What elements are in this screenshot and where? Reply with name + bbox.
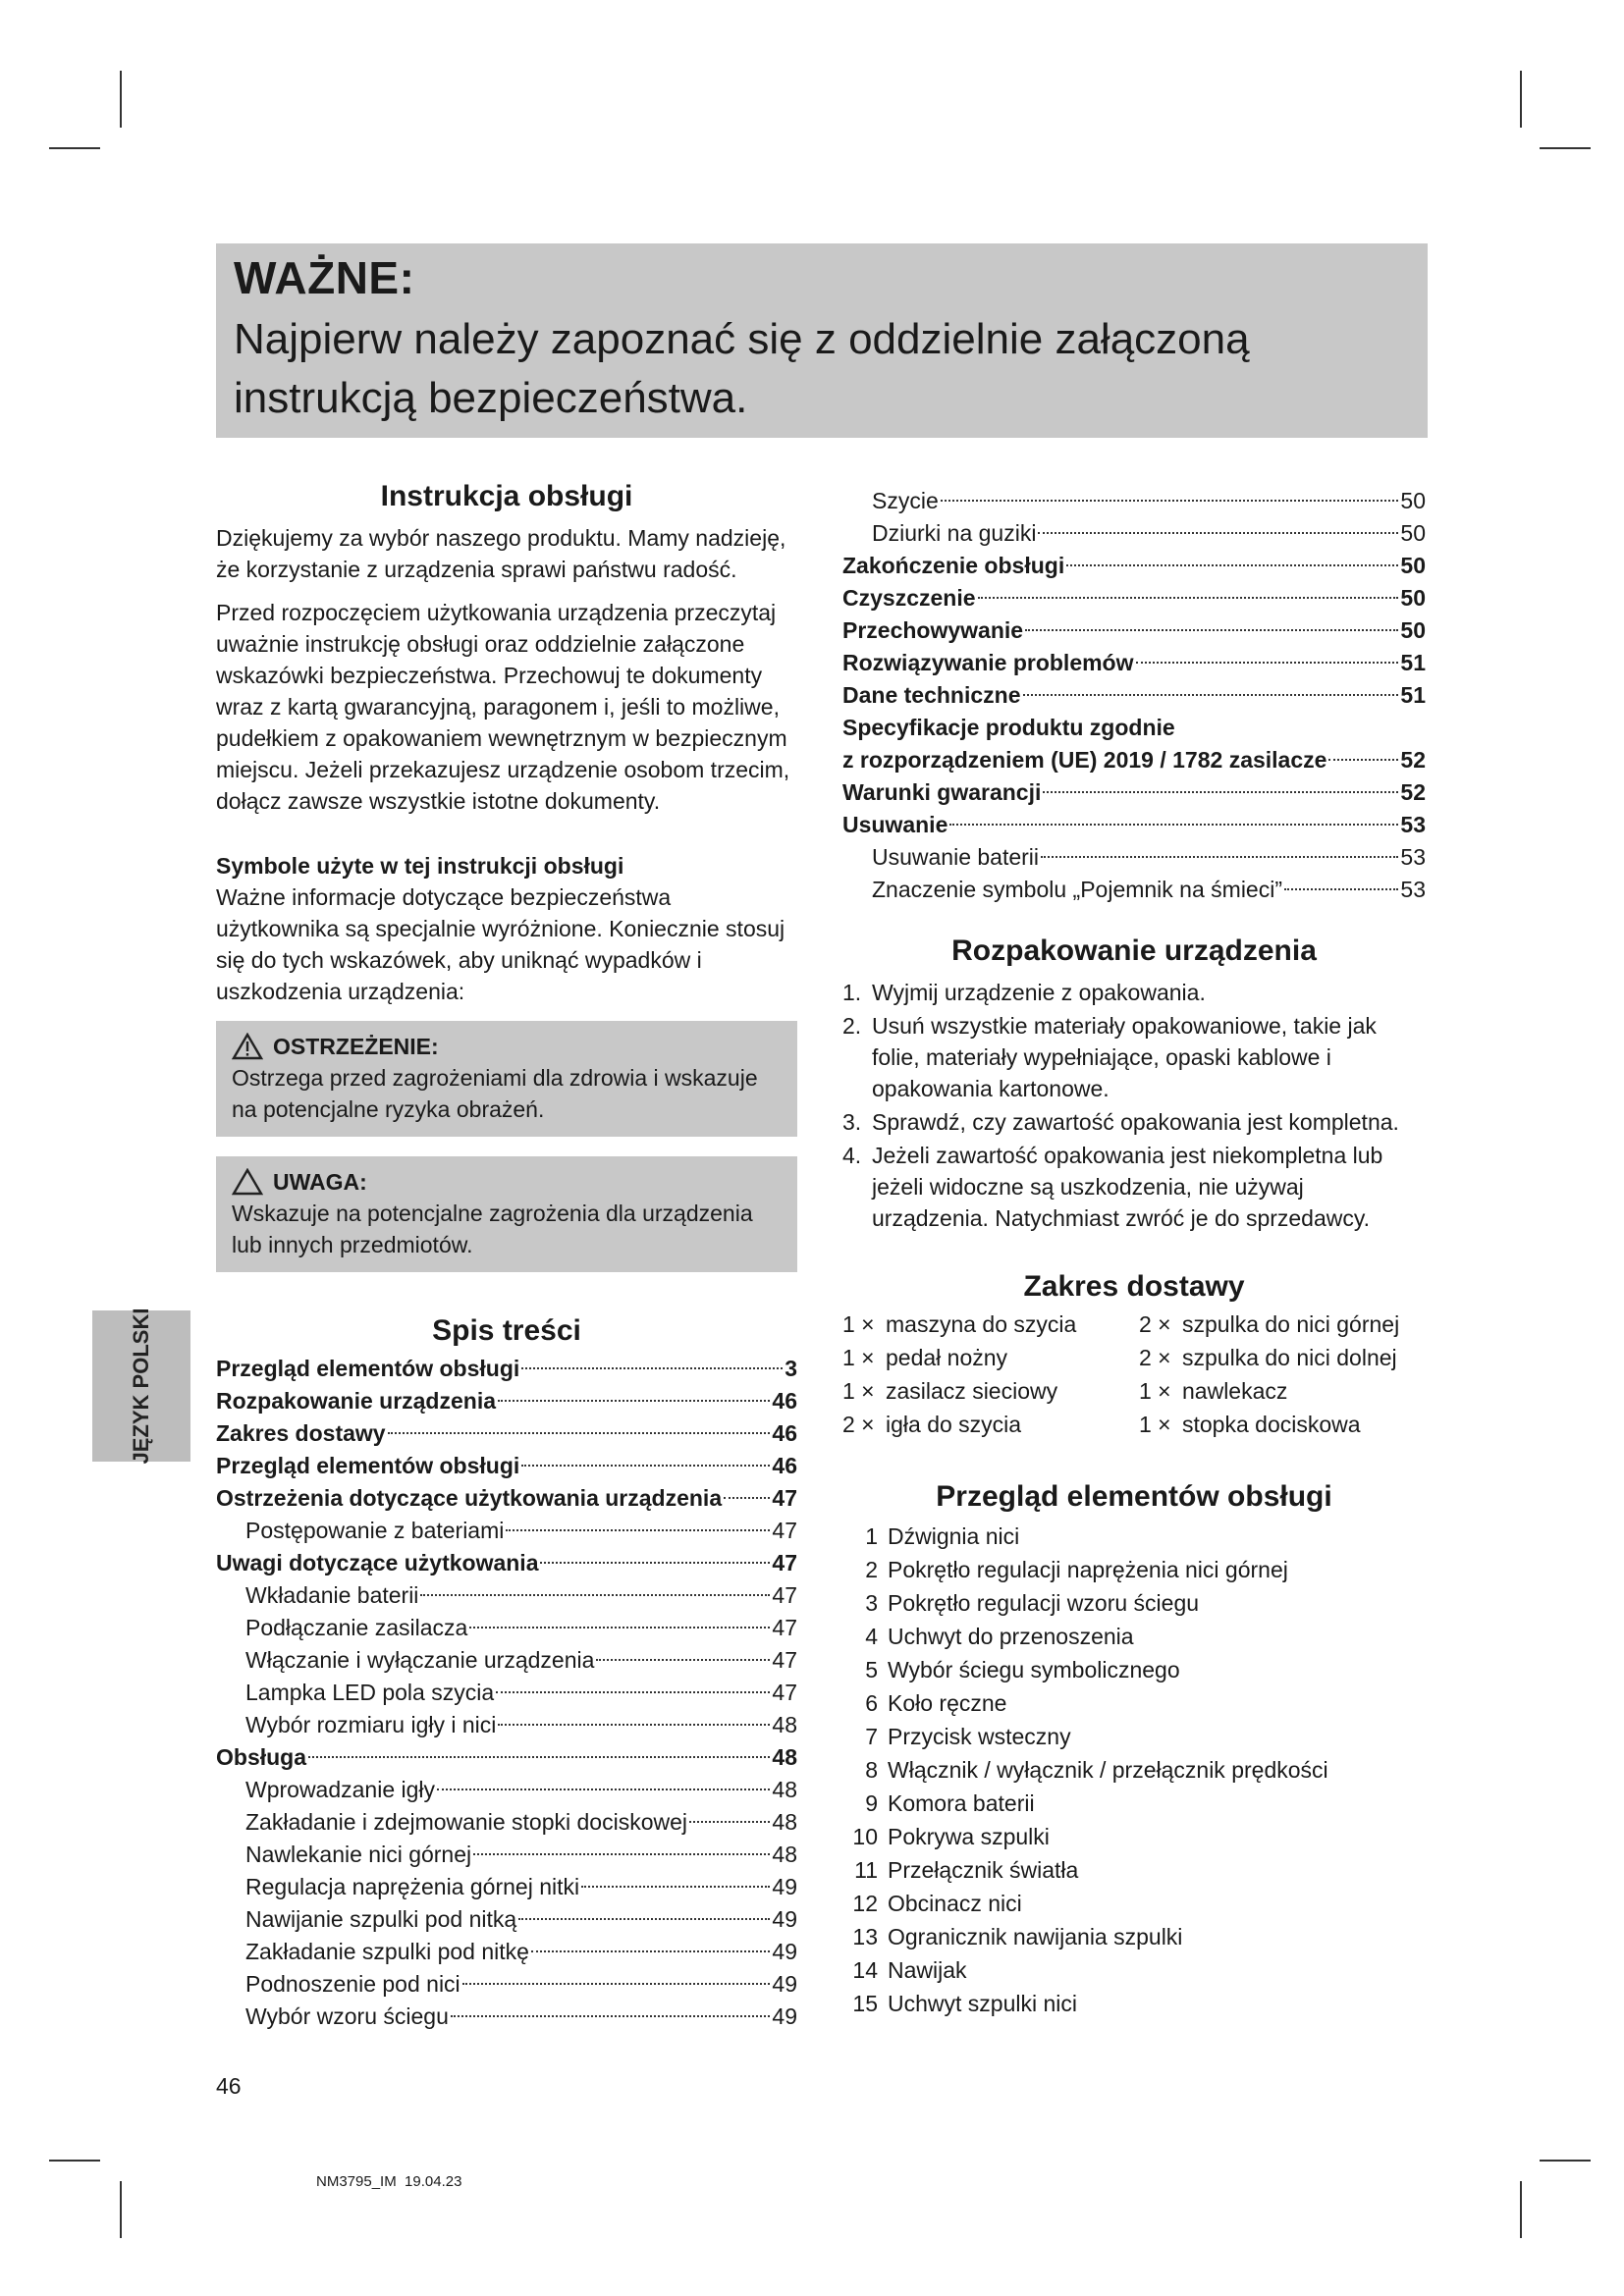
control-label: Obcinacz nici [888,1891,1022,1916]
toc-leader-dots [518,1918,770,1920]
toc-entry-page: 49 [772,2003,797,2029]
control-number: 9 [865,1790,878,1816]
toc-entry-page: 47 [772,1615,797,1640]
toc-entry-page: 51 [1400,682,1426,708]
delivery-item [1139,1375,1426,1409]
delivery-name: szpulka do nici dolnej [1182,1345,1397,1370]
control-number: 13 [852,1924,878,1949]
delivery-qty: 1 × [842,1311,875,1337]
step-number: 3. [842,1109,862,1135]
unpacking-step [842,1140,1426,1234]
toc-entry-page: 48 [772,1744,797,1770]
toc-entry-page: 47 [772,1518,797,1543]
toc-leader-dots [949,824,1398,826]
delivery-item [842,1375,1139,1409]
delivery-name: igła do szycia [886,1412,1022,1437]
toc-entry-page: 47 [772,1582,797,1608]
toc-entry [216,1677,797,1709]
language-tab-label: JĘZYK POLSKI [129,1308,153,1465]
toc-entry-page: 48 [772,1809,797,1835]
crop-mark [1520,71,1522,128]
unpacking-step [842,977,1426,1008]
toc-entry [842,679,1426,712]
control-item [842,1921,1426,1954]
toc-entry-page: 48 [772,1712,797,1737]
toc-leader-dots [1041,856,1398,858]
toc-entry-label: Podłączanie zasilacza [245,1615,468,1640]
toc-title: Spis treści [432,1314,581,1347]
crop-mark [49,2160,100,2162]
toc-entry-label: Włączanie i wyłączanie urządzenia [245,1647,595,1673]
control-label: Nawijak [888,1957,967,1983]
toc-entry [216,1774,797,1806]
toc-entry-page: 46 [772,1453,797,1478]
toc-entry-page: 46 [772,1388,797,1414]
delivery-right [1139,1308,1426,1442]
toc-entry [216,1968,797,2001]
control-item [842,1754,1426,1788]
delivery-item [1139,1342,1426,1375]
toc-entry [842,550,1426,582]
controls-list [842,1521,1426,2021]
toc-entry-label: Uwagi dotyczące użytkowania [216,1550,539,1575]
toc-entry [216,1839,797,1871]
toc-leader-dots [1066,564,1398,566]
toc-entry-label: Znaczenie symbolu „Pojemnik na śmieci” [872,877,1282,902]
toc-leader-dots [596,1659,770,1661]
toc-leader-dots [978,597,1399,599]
crop-mark [1540,2160,1591,2162]
control-label: Komora baterii [888,1790,1035,1816]
step-number: 2. [842,1013,862,1039]
control-number: 14 [852,1957,878,1983]
toc-entry [216,1741,797,1774]
control-label: Uchwyt szpulki nici [888,1991,1077,2016]
control-label: Pokrętło regulacji wzoru ściegu [888,1590,1200,1616]
delivery-qty: 1 × [1139,1412,1171,1437]
delivery-name: maszyna do szycia [886,1311,1077,1337]
unpacking-step [842,1010,1426,1104]
toc-entry-label: Szycie [872,488,939,513]
toc-leader-dots [1023,694,1399,696]
toc-leader-dots [941,500,1399,502]
delivery-name: zasilacz sieciowy [886,1378,1058,1404]
delivery-name: stopka dociskowa [1182,1412,1361,1437]
warning-text: Ostrzega przed zagrożeniami dla zdrowia i wskazuje na potencjalne ryzyka obrażeń. [232,1065,758,1122]
crop-mark [1520,2181,1522,2238]
toc-entry-page: 49 [772,1906,797,1932]
control-number: 12 [852,1891,878,1916]
toc-leader-dots [498,1400,770,1402]
control-item [842,1954,1426,1988]
delivery-name: szpulka do nici górnej [1182,1311,1400,1337]
control-item [842,1521,1426,1554]
toc-leader-dots [1025,629,1398,631]
intro-title: Instrukcja obsługi [380,480,633,512]
toc-entry-page: 47 [772,1485,797,1511]
control-number: 7 [865,1724,878,1749]
toc-entry-label: Rozwiązywanie problemów [842,650,1134,675]
control-number: 11 [854,1857,878,1883]
step-text: Jeżeli zawartość opakowania jest niekompletna lub jeżeli widoczne są uszkodzenia, nie używaj urządzenia. Natychmiast zwróć je do sprzedawcy. [872,1143,1383,1231]
toc-entry [216,1612,797,1644]
delivery-qty: 1 × [1139,1378,1171,1404]
left-column [216,481,797,2033]
caution-text: Wskazuje na potencjalne zagrożenia dla urządzenia lub innych przedmiotów. [232,1201,753,1257]
toc-entry [216,1385,797,1417]
control-label: Pokrywa szpulki [888,1824,1050,1849]
toc-entry-label: Czyszczenie [842,585,976,611]
delivery-item [842,1409,1139,1442]
toc-entry-label: Warunki gwarancji [842,779,1042,805]
toc-entry-label: Nawijanie szpulki pod nitką [245,1906,517,1932]
control-label: Koło ręczne [888,1690,1007,1716]
control-number: 4 [865,1624,878,1649]
toc-leader-dots [388,1432,771,1434]
toc-entry-label: Przechowywanie [842,617,1024,643]
control-item [842,1554,1426,1587]
delivery-item [842,1342,1139,1375]
toc-entry-label: Postępowanie z bateriami [245,1518,505,1543]
toc-leader-dots [1328,759,1398,761]
caution-triangle-icon [232,1168,263,1196]
delivery-title: Zakres dostawy [1023,1270,1245,1303]
toc-entry-page: 49 [772,1939,797,1964]
crop-mark [120,2181,122,2238]
control-item [842,1721,1426,1754]
toc-right-list [842,485,1426,712]
delivery-left [842,1308,1139,1442]
toc-entry-label: Wybór rozmiaru igły i nici [245,1712,497,1737]
toc-entry [216,1417,797,1450]
toc-entry-page: 49 [772,1874,797,1899]
toc-entry [842,841,1426,874]
toc-leader-dots [437,1789,770,1790]
toc-entry [216,1871,797,1903]
toc-leader-dots [473,1853,770,1855]
toc-entry-page: 48 [772,1777,797,1802]
control-number: 6 [865,1690,878,1716]
control-number: 15 [852,1991,878,2016]
control-number: 1 [865,1523,878,1549]
toc-entry-label: Regulacja naprężenia górnej nitki [245,1874,580,1899]
delivery-qty: 2 × [1139,1345,1171,1370]
step-text: Wyjmij urządzenie z opakowania. [872,980,1206,1005]
toc-entry-page: 53 [1400,844,1426,870]
toc-entry-label: Zakończenie obsługi [842,553,1065,578]
control-label: Wybór ściegu symbolicznego [888,1657,1180,1682]
toc-entry-page: 3 [785,1356,797,1381]
toc-entry [842,647,1426,679]
control-item [842,1888,1426,1921]
toc-entry-label: Przegląd elementów obsługi [216,1453,520,1478]
toc-entry-label: Zakładanie i zdejmowanie stopki dociskowej [245,1809,688,1835]
toc-entry-label: Dane techniczne [842,682,1021,708]
toc-entry-page: 53 [1400,812,1426,837]
crop-mark [120,71,122,128]
toc-entry [216,1515,797,1547]
crop-mark [49,147,100,149]
unpacking-title: Rozpakowanie urządzenia [951,934,1317,967]
warning-title: OSTRZEŻENIE: [273,1034,439,1059]
toc-entry [216,1644,797,1677]
toc-leader-dots [308,1756,770,1758]
control-label: Uchwyt do przenoszenia [888,1624,1134,1649]
control-item [842,1988,1426,2021]
intro-paragraph-2: Przed rozpoczęciem użytkowania urządzenia przeczytaj uważnie instrukcję obsługi oraz oddzielnie załączone wskazówki bezpieczeństwa. Przechowuj te dokumenty wraz z kartą gwarancyjną, paragonem i, jeśli to możliwe, pudełkiem z opakowaniem wewnętrznym w bezpiecznym miejscu. Jeżeli przekazujesz urządzenie osobom trzecim, dołącz zawsze wszystkie istotne dokumenty. [216,600,790,814]
control-item [842,1821,1426,1854]
toc-entry-page: 47 [772,1680,797,1705]
toc-leader-dots [1284,888,1398,890]
toc-entry-label: Wybór wzoru ściegu [245,2003,449,2029]
toc-leader-dots [496,1691,770,1693]
toc-entry-label: Zakładanie szpulki pod nitkę [245,1939,529,1964]
warning-box [216,1021,797,1137]
toc-entry-label: Dziurki na guziki [872,520,1037,546]
toc-entry [842,744,1426,776]
toc-entry-label: Lampka LED pola szycia [245,1680,495,1705]
toc-left-list [216,1353,797,2033]
toc-entry [216,1709,797,1741]
delivery-qty: 2 × [1139,1311,1171,1337]
control-label: Pokrętło regulacji naprężenia nici górnej [888,1557,1288,1582]
toc-entry-page: 50 [1400,553,1426,578]
toc-entry-page: 47 [772,1550,797,1575]
toc-entry [216,1353,797,1385]
toc-leader-dots [469,1627,770,1629]
caution-box [216,1156,797,1272]
toc-right-list-2 [842,744,1426,906]
control-item [842,1788,1426,1821]
banner-text: Najpierw należy zapoznać się z oddzielnie załączoną instrukcją bezpieczeństwa. [234,315,1250,422]
language-tab [92,1308,190,1465]
step-number: 1. [842,980,862,1005]
toc-entry [842,874,1426,906]
unpacking-step [842,1106,1426,1138]
toc-entry [216,1579,797,1612]
unpacking-steps [842,977,1426,1234]
toc-leader-dots [1136,662,1399,664]
control-item [842,1854,1426,1888]
toc-leader-dots [1038,532,1398,534]
toc-entry [216,2001,797,2033]
control-item [842,1687,1426,1721]
toc-entry-label: Zakres dostawy [216,1420,386,1446]
toc-entry [842,485,1426,517]
toc-spec-line: Specyfikacje produktu zgodnie [842,715,1175,740]
banner-heading: WAŻNE: [234,252,415,303]
delivery-item [1139,1308,1426,1342]
control-label: Przycisk wsteczny [888,1724,1071,1749]
toc-entry-label: Podnoszenie pod nici [245,1971,460,1997]
toc-entry [216,1903,797,1936]
toc-entry-page: 52 [1400,779,1426,805]
symbols-title: Symbole użyte w tej instrukcji obsługi [216,853,624,879]
toc-leader-dots [521,1465,770,1467]
toc-entry [216,1547,797,1579]
toc-entry [216,1450,797,1482]
toc-entry [842,517,1426,550]
toc-entry [216,1482,797,1515]
control-label: Przełącznik światła [888,1857,1079,1883]
delivery-name: nawlekacz [1182,1378,1288,1404]
toc-entry-label: Obsługa [216,1744,307,1770]
toc-leader-dots [506,1529,770,1531]
toc-leader-dots [540,1562,770,1564]
toc-entry-label: Wkładanie baterii [245,1582,419,1608]
control-number: 8 [865,1757,878,1783]
toc-entry-page: 46 [772,1420,797,1446]
step-text: Usuń wszystkie materiały opakowaniowe, takie jak folie, materiały wypełniające, opaski kablowe i opakowania kartonowe. [872,1013,1377,1101]
toc-entry-page: 50 [1400,617,1426,643]
toc-entry-page: 49 [772,1971,797,1997]
control-item [842,1587,1426,1621]
toc-entry-page: 47 [772,1647,797,1673]
toc-entry-page: 50 [1400,585,1426,611]
toc-entry-page: 51 [1400,650,1426,675]
toc-entry-label: Usuwanie baterii [872,844,1040,870]
control-number: 3 [865,1590,878,1616]
control-label: Ogranicznik nawijania szpulki [888,1924,1183,1949]
toc-leader-dots [462,1983,771,1985]
toc-entry [842,614,1426,647]
toc-leader-dots [531,1950,770,1952]
toc-leader-dots [420,1594,770,1596]
toc-leader-dots [451,2015,771,2017]
warning-triangle-icon [232,1033,263,1060]
control-number: 2 [865,1557,878,1582]
crop-mark [1540,147,1591,149]
control-number: 10 [852,1824,878,1849]
toc-entry-page: 53 [1400,877,1426,902]
footer-code: NM3795_IM 19.04.23 [316,2173,462,2190]
delivery-qty: 1 × [842,1345,875,1370]
toc-entry-label: Nawlekanie nici górnej [245,1842,472,1867]
toc-entry-page: 52 [1400,747,1426,773]
toc-entry-page: 48 [772,1842,797,1867]
toc-entry [216,1806,797,1839]
step-text: Sprawdź, czy zawartość opakowania jest kompletna. [872,1109,1399,1135]
control-item [842,1654,1426,1687]
delivery-item [1139,1409,1426,1442]
toc-entry-label: Przegląd elementów obsługi [216,1356,520,1381]
delivery-qty: 1 × [842,1378,875,1404]
toc-entry-label: z rozporządzeniem (UE) 2019 / 1782 zasilacze [842,747,1327,773]
control-label: Dźwignia nici [888,1523,1020,1549]
delivery-qty: 2 × [842,1412,875,1437]
symbols-text: Ważne informacje dotyczące bezpieczeństwa użytkownika są specjalnie wyróżnione. Koniecznie stosuj się do tych wskazówek, aby uniknąć wypadków i uszkodzenia urządzenia: [216,884,785,1004]
toc-entry-label: Usuwanie [842,812,948,837]
toc-leader-dots [1043,791,1398,793]
delivery-item [842,1308,1139,1342]
toc-entry-page: 50 [1400,488,1426,513]
control-number: 5 [865,1657,878,1682]
toc-leader-dots [689,1821,770,1823]
toc-entry-label: Wprowadzanie igły [245,1777,436,1802]
toc-leader-dots [581,1886,770,1888]
intro-paragraph-1: Dziękujemy za wybór naszego produktu. Mamy nadzieję, że korzystanie z urządzenia sprawi państwu radość. [216,525,786,582]
toc-entry [216,1936,797,1968]
toc-entry-page: 50 [1400,520,1426,546]
page-number: 46 [216,2073,242,2099]
controls-title: Przegląd elementów obsługi [936,1480,1332,1513]
step-number: 4. [842,1143,862,1168]
toc-entry [842,809,1426,841]
toc-entry [842,776,1426,809]
right-column [842,485,1426,2021]
toc-entry-label: Ostrzeżenia dotyczące użytkowania urządzenia [216,1485,723,1511]
delivery-name: pedał nożny [886,1345,1008,1370]
caution-title: UWAGA: [273,1169,367,1195]
important-banner [216,243,1428,438]
delivery-table [842,1308,1426,1442]
toc-entry-label: Rozpakowanie urządzenia [216,1388,497,1414]
toc-leader-dots [521,1367,783,1369]
toc-leader-dots [498,1724,770,1726]
control-item [842,1621,1426,1654]
toc-leader-dots [724,1497,770,1499]
control-label: Włącznik / wyłącznik / przełącznik prędkości [888,1757,1328,1783]
toc-entry [842,582,1426,614]
